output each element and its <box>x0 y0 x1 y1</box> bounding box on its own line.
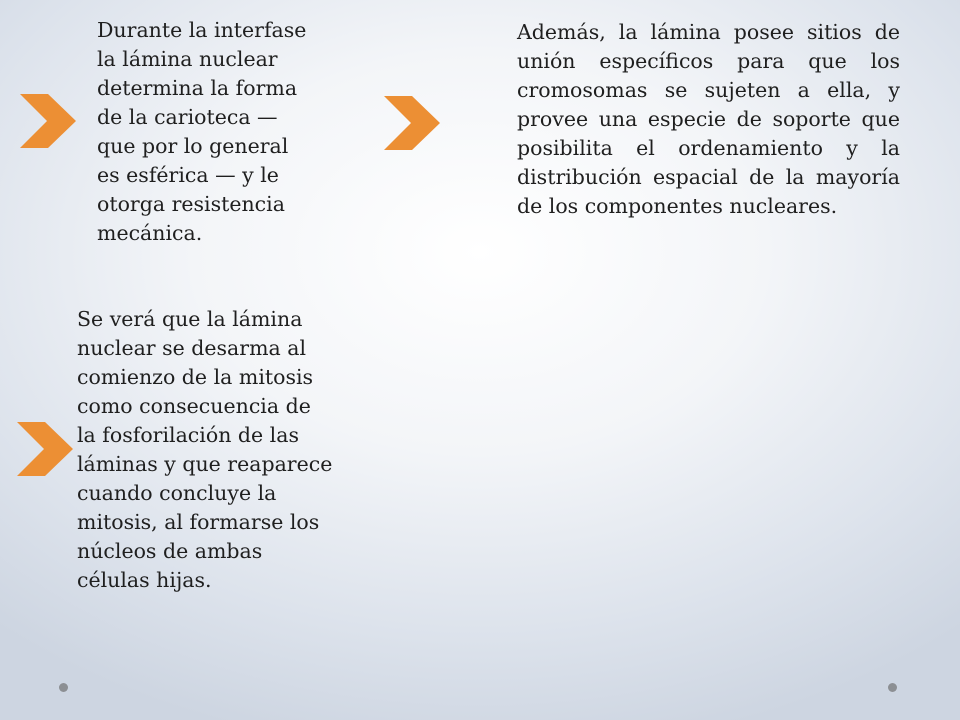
chromosome-support-text-block <box>517 18 900 221</box>
text-line: posibilita el ordenamiento y la <box>517 136 900 160</box>
text-line: Además, la lámina posee sitios de <box>517 20 900 44</box>
text-line: comienzo de la mitosis <box>77 365 314 389</box>
text-line: nuclear se desarma al <box>77 336 307 360</box>
text-line: células hijas. <box>77 568 212 592</box>
text-line: la lámina nuclear <box>97 47 278 71</box>
text-line: mitosis, al formarse los <box>77 510 320 534</box>
text-line: cuando concluye la <box>77 481 277 505</box>
text-line: que por lo general <box>97 134 289 158</box>
text-line: Se verá que la lámina <box>77 307 303 331</box>
text-line: provee una especie de soporte que <box>517 107 900 131</box>
chevron-right-icon <box>20 94 76 148</box>
text-line: láminas y que reaparece <box>77 452 333 476</box>
text-line: como consecuencia de <box>77 394 311 418</box>
text-line: determina la forma <box>97 76 298 100</box>
text-line: de los componentes nucleares. <box>517 194 838 218</box>
dot-icon <box>888 683 897 692</box>
text-line: distribución espacial de la mayoría <box>517 165 900 189</box>
text-line: mecánica. <box>97 221 203 245</box>
text-line: de la carioteca — <box>97 105 278 129</box>
text-line: es esférica — y le <box>97 163 279 187</box>
text-line: Durante la interfase <box>97 18 307 42</box>
text-line: la fosforilación de las <box>77 423 299 447</box>
dot-icon <box>59 683 68 692</box>
interphase-text-block <box>97 16 306 248</box>
mitosis-text-block <box>77 305 332 595</box>
chevron-right-icon <box>384 96 440 150</box>
text-line: unión específicos para que los <box>517 49 900 73</box>
text-line: núcleos de ambas <box>77 539 263 563</box>
chevron-right-icon <box>17 422 73 476</box>
text-line: cromosomas se sujeten a ella, y <box>517 78 900 102</box>
text-line: otorga resistencia <box>97 192 285 216</box>
